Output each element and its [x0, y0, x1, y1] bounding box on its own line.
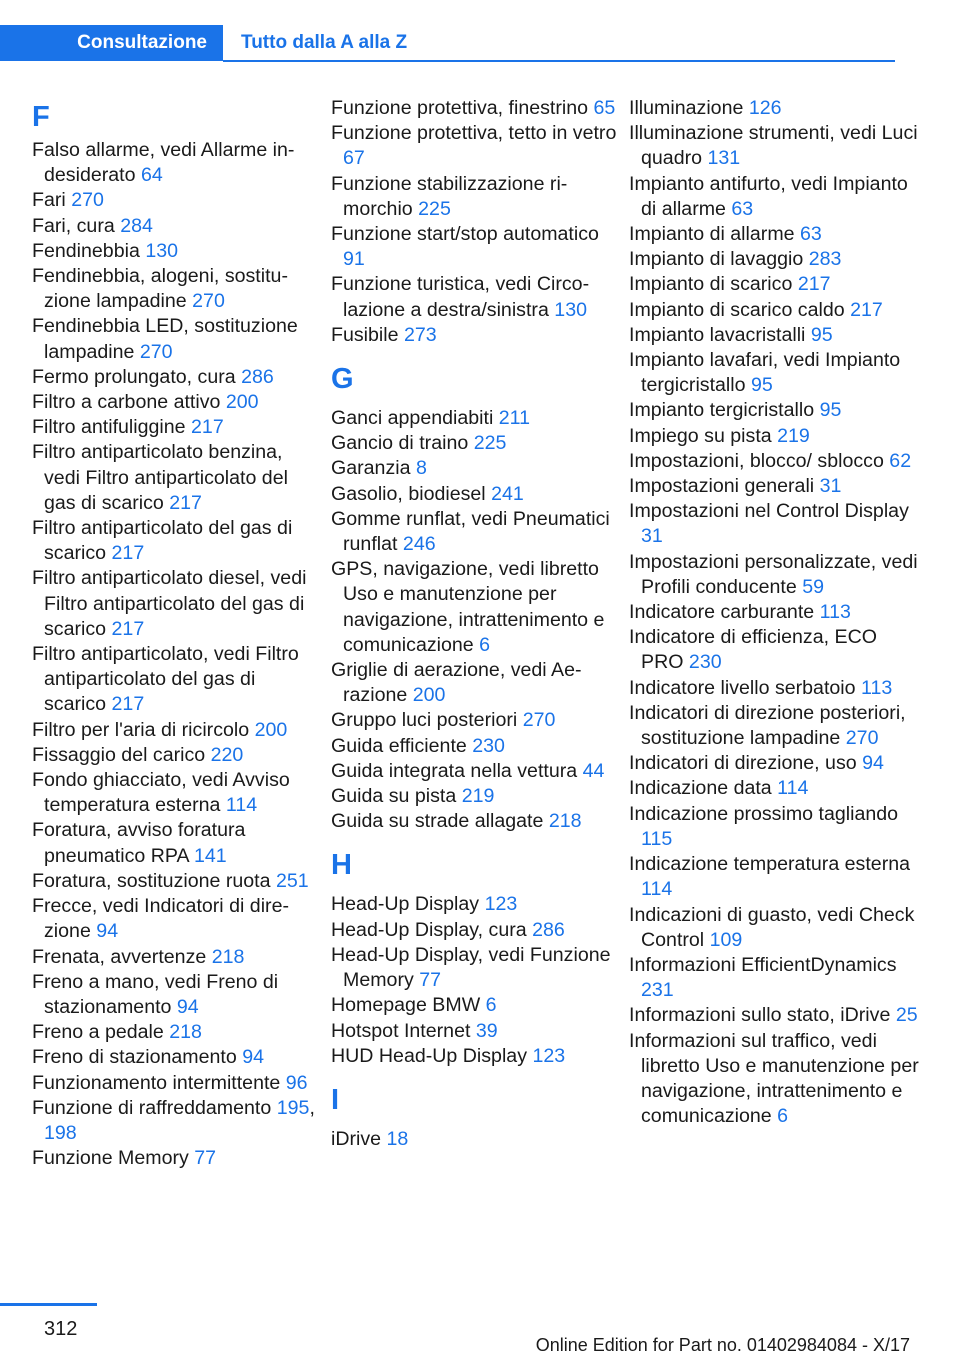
page-reference-link[interactable]: 6 [479, 633, 491, 656]
entry-text: Homepage BMW [331, 994, 481, 1017]
page-reference-link[interactable]: 95 [819, 399, 842, 422]
index-entry [331, 557, 621, 658]
entry-text: Impianto di allarme [629, 223, 795, 246]
page-reference-link[interactable]: 219 [461, 785, 495, 808]
page-reference-link[interactable]: 217 [111, 693, 145, 716]
index-entry [331, 272, 621, 322]
page-reference-link[interactable]: 286 [241, 365, 274, 388]
index-entry [629, 1029, 919, 1130]
page-reference-link[interactable]: 284 [120, 214, 153, 237]
index-entry [331, 708, 621, 733]
entry-text: Fari [32, 189, 66, 212]
entry-text: Fendinebbia, alogeni, sostituzione lampadine [32, 265, 288, 313]
entry-text: Foratura, avviso foratura pneumatico RPA [32, 819, 246, 867]
entry-text: Funzione Memory [32, 1147, 189, 1170]
index-entry [629, 852, 919, 902]
index-entry [331, 507, 621, 557]
page-reference-link[interactable]: 270 [845, 727, 879, 750]
page-reference-link[interactable]: 241 [491, 482, 524, 505]
entry-text: Filtro antiparticolato, vedi Filtro antiparticolato del gas di scarico [32, 643, 299, 716]
entry-text: Informazioni sullo stato, iDrive [629, 1004, 891, 1027]
index-entry [32, 1020, 322, 1045]
index-entry [629, 499, 919, 549]
index-entry [629, 323, 919, 348]
entry-text: Filtro per l'aria di ricircolo [32, 718, 250, 741]
page-reference-link[interactable]: 218 [169, 1021, 202, 1044]
page-reference-link[interactable]: 94 [96, 920, 119, 943]
entry-text: Funzione protettiva, finestrino [331, 97, 589, 119]
index-entry [629, 701, 919, 751]
index-entry [32, 314, 322, 364]
index-entry [32, 415, 322, 440]
index-entry [629, 776, 919, 801]
entry-text: Filtro antiparticolato benzina, vedi Filtro antiparticolato del gas di scarico [32, 441, 288, 514]
page-reference-link[interactable]: 217 [191, 416, 224, 439]
page-reference-link[interactable]: 114 [777, 777, 809, 800]
index-entry [331, 431, 621, 456]
page-reference-link[interactable]: 218 [211, 945, 245, 968]
section-letter: F [32, 101, 50, 133]
index-entry [331, 1044, 621, 1069]
entry-text: Indicazione prossimo tagliando [629, 802, 899, 825]
page-reference-link[interactable]: 270 [522, 709, 556, 732]
page-reference-link[interactable]: 286 [532, 918, 565, 941]
index-entry [629, 903, 919, 953]
section-letter: G [331, 363, 354, 396]
page-reference-link[interactable]: 230 [688, 651, 722, 674]
index-entry [32, 718, 322, 743]
page-reference-link[interactable]: 200 [412, 684, 446, 707]
index-entry [32, 945, 322, 970]
index-entry [629, 1003, 919, 1028]
entry-text: Guida su pista [331, 785, 457, 808]
index-entry [629, 751, 919, 776]
entry-text: Head-Up Display [331, 893, 480, 916]
entry-text: Guida su strade allagate [331, 810, 544, 833]
page-reference-link[interactable]: 141 [193, 844, 227, 867]
index-entry [629, 953, 919, 1003]
entry-text: Fusibile [331, 323, 399, 346]
page-reference-link[interactable]: 25 [895, 1004, 918, 1027]
page-reference-link[interactable]: 109 [709, 928, 743, 951]
entry-text: Garanzia [331, 457, 411, 480]
index-entry [331, 96, 621, 121]
page-number: 312 [44, 1318, 78, 1340]
entry-text: Guida integrata nella vettura [331, 759, 578, 782]
index-entry [32, 365, 322, 390]
page-reference-link[interactable]: 200 [254, 718, 288, 741]
page-reference-link[interactable]: 219 [777, 424, 810, 447]
entry-text: Impianto lavacristalli [629, 323, 806, 346]
entry-text: Impianto tergicristallo [629, 399, 815, 422]
entry-text: Ganci appendiabiti [331, 407, 494, 430]
page-reference-link[interactable]: 39 [475, 1019, 498, 1042]
index-entry [331, 759, 621, 784]
page-reference-link[interactable]: 130 [554, 298, 587, 321]
page-reference-link[interactable]: 198 [44, 1121, 77, 1144]
index-column-1 [32, 96, 322, 1171]
index-entry [32, 1045, 322, 1070]
page-reference-link[interactable]: 114 [641, 878, 673, 901]
section-letter: I [331, 1083, 340, 1116]
page-reference-link[interactable]: 63 [731, 197, 754, 220]
page-reference-link[interactable]: 230 [472, 734, 505, 757]
index-entry [629, 600, 919, 625]
page-reference-link[interactable]: 217 [797, 273, 831, 296]
index-entry [32, 1071, 322, 1096]
entry-text: Fermo prolungato, cura [32, 365, 236, 388]
entry-text: Freno a pedale [32, 1021, 164, 1044]
entry-text: Indicazione data [629, 777, 772, 800]
page-reference-link[interactable]: 114 [225, 794, 258, 817]
entry-text: Indicazione temperatura esterna [629, 853, 911, 876]
index-entry [629, 449, 919, 474]
entry-text: Griglie di aerazione, vedi Aerazione [331, 659, 582, 707]
page-reference-link[interactable]: 77 [194, 1147, 217, 1170]
index-entry: Funzione di raffreddamento 195, 198 [32, 1096, 315, 1144]
page-reference-link[interactable]: 270 [192, 290, 225, 313]
page-reference-link[interactable]: 31 [819, 475, 842, 498]
entry-text: Freno a mano, vedi Freno di stazionamento [32, 970, 279, 1018]
index-entry [331, 658, 621, 708]
page-reference-link[interactable]: 6 [485, 994, 497, 1017]
entry-text: Gomme runflat, vedi Pneumatici runflat [331, 507, 610, 556]
page-reference-link[interactable]: 94 [242, 1046, 265, 1069]
entry-text: Guida efficiente [331, 734, 467, 757]
page-reference-link[interactable]: 217 [111, 542, 145, 565]
entry-text: Impianto di scarico caldo [629, 298, 845, 321]
entry-text: Impianto antifurto, vedi Impianto di allarme [629, 172, 908, 220]
index-entry [629, 247, 919, 272]
page-reference-link[interactable]: 220 [210, 743, 244, 766]
index-entry [32, 970, 322, 1020]
index-entry [32, 768, 322, 818]
page-reference-link[interactable]: 225 [418, 197, 451, 220]
page-reference-link[interactable]: 123 [532, 1044, 566, 1067]
entry-text: Hotspot Internet [331, 1019, 471, 1042]
entry-text: Fissaggio del carico [32, 743, 206, 766]
index-entry [629, 424, 919, 449]
index-entry [331, 993, 621, 1018]
page-reference-link[interactable]: 94 [862, 752, 884, 775]
index-entry [629, 121, 919, 171]
page-reference-link[interactable]: 95 [810, 323, 833, 346]
entry-text: Illuminazione strumenti, vedi Luci quadro [629, 122, 918, 170]
page-reference-link[interactable]: 131 [707, 147, 741, 170]
entry-text: Head-Up Display, vedi Funzione Memory [331, 943, 611, 992]
page-reference-link[interactable]: 8 [415, 457, 427, 480]
page-reference-link[interactable]: 62 [889, 449, 912, 472]
index-entry [32, 642, 322, 718]
section-letter: H [331, 849, 352, 882]
index-column-2 [331, 96, 621, 1152]
entry-text: Frenata, avvertenze [32, 945, 207, 968]
index-entry [331, 943, 621, 993]
entry-text: GPS, navigazione, vedi libretto Uso e manutenzione per navigazione, intrattenimento e comunicazione [331, 558, 605, 656]
index-entry [629, 172, 919, 222]
page-reference-link[interactable]: 31 [641, 525, 663, 548]
index-entry [32, 566, 322, 642]
footer-divider [0, 1303, 97, 1306]
index-entry [32, 188, 322, 213]
entry-text: Gancio di traino [331, 432, 469, 455]
index-entry [331, 784, 621, 809]
section-tab: Consultazione [0, 25, 223, 61]
entry-text: Falso allarme, vedi Allarme indesiderato [32, 139, 295, 187]
index-entry [32, 264, 322, 314]
page-reference-link[interactable]: 113 [861, 676, 893, 699]
index-entry [331, 1127, 621, 1152]
edition-note: Online Edition for Part no. 01402984084 - X/17 [535, 1335, 910, 1355]
entry-text: Freno di stazionamento [32, 1046, 237, 1069]
index-entry [629, 398, 919, 423]
entry-text: Impianto lavafari, vedi Impianto tergicristallo [629, 349, 901, 397]
entry-text: Filtro antifuliggine [32, 416, 186, 439]
page-reference-link[interactable]: 218 [548, 810, 582, 833]
entry-text: Frecce, vedi Indicatori di direzione [32, 895, 290, 943]
page-reference-link[interactable]: 123 [484, 893, 518, 916]
entry-text: Gruppo luci posteriori [331, 709, 518, 732]
index-entry [32, 214, 322, 239]
entry-text: Informazioni sul traffico, vedi libretto Uso e manutenzione per navigazione, intrattenimento e comunicazione [629, 1029, 919, 1128]
page-reference-link[interactable]: 44 [582, 759, 605, 782]
page-reference-link[interactable]: 217 [850, 298, 883, 321]
entry-text: Foratura, sostituzione ruota [32, 869, 271, 892]
index-entry [629, 802, 919, 852]
index-entry [32, 516, 322, 566]
page-reference-link[interactable]: 217 [111, 617, 145, 640]
index-entry [629, 272, 919, 297]
index-column-3 [629, 96, 919, 1129]
page-reference-link[interactable]: 251 [275, 869, 309, 892]
index-entry [331, 918, 621, 943]
page-reference-link[interactable]: 246 [402, 533, 436, 556]
entry-text: Indicatore di efficienza, ECO PRO [629, 626, 877, 674]
entry-text: Gasolio, biodiesel [331, 482, 486, 505]
entry-text: Indicatori di direzione, uso [629, 752, 857, 775]
page-reference-link[interactable]: 211 [498, 407, 531, 430]
index-entry [331, 121, 621, 171]
index-entry [331, 172, 621, 222]
index-entry [331, 323, 621, 348]
index-entry [629, 676, 919, 701]
entry-text: Impianto di lavaggio [629, 248, 804, 271]
index-entry [331, 222, 621, 272]
page-reference-link[interactable]: 270 [71, 189, 104, 212]
entry-text: iDrive [331, 1127, 382, 1150]
page-header [0, 0, 960, 62]
page-reference-link[interactable]: 283 [808, 248, 842, 271]
index-entry [32, 390, 322, 415]
index-entry [32, 239, 322, 264]
page-reference-link[interactable]: 91 [343, 248, 365, 271]
entry-text: Impianto di scarico [629, 273, 793, 296]
page-reference-link[interactable]: 200 [225, 391, 259, 414]
entry-text: Fondo ghiacciato, vedi Avviso temperatura esterna [32, 769, 290, 817]
page-reference-link[interactable]: 6 [777, 1105, 789, 1128]
page-reference-link[interactable]: 77 [419, 969, 442, 992]
header-divider [223, 60, 895, 62]
index-entry [629, 96, 919, 121]
index-entry [32, 869, 322, 894]
index-entry [629, 348, 919, 398]
index-entry [331, 809, 621, 834]
entry-text: Funzione di raffreddamento [32, 1096, 272, 1119]
page-reference-link[interactable]: 130 [145, 239, 179, 262]
entry-text: Fendinebbia LED, sostituzione lampadine [32, 315, 298, 363]
entry-text: Funzione turistica, vedi Circolazione a destra/sinistra [331, 273, 590, 321]
page-reference-link[interactable]: 67 [343, 147, 365, 170]
page-reference-link[interactable]: 18 [386, 1127, 409, 1150]
page-reference-link[interactable]: 231 [641, 979, 674, 1002]
page-reference-link[interactable]: 115 [641, 827, 673, 850]
index-entry [629, 222, 919, 247]
index-entry [32, 743, 322, 768]
entry-text: Impostazioni nel Control Display [629, 500, 909, 523]
page-reference-link[interactable]: 94 [176, 995, 199, 1018]
index-entry [32, 440, 322, 516]
index-entry [331, 456, 621, 481]
entry-text: Fari, cura [32, 214, 115, 237]
index-entry [629, 298, 919, 323]
page-reference-link[interactable]: 270 [139, 340, 173, 363]
index-entry [32, 138, 322, 188]
page-reference-link[interactable]: 195 [276, 1096, 310, 1119]
page-reference-link[interactable]: 65 [593, 97, 616, 119]
entry-text: Funzionamento intermittente [32, 1071, 281, 1094]
entry-text: Indicatore carburante [629, 601, 815, 624]
entry-text: Head-Up Display, cura [331, 918, 527, 941]
entry-text: Impostazioni, blocco/ sblocco [629, 449, 884, 472]
entry-text: Filtro a carbone attivo [32, 391, 221, 414]
page-reference-link[interactable]: 63 [800, 223, 822, 246]
index-entry [331, 892, 621, 917]
page-reference-link[interactable]: 95 [751, 374, 773, 397]
index-entry [331, 482, 621, 507]
entry-text: Indicatori di direzione posteriori, sostituzione lampadine [629, 701, 906, 750]
index-entry [331, 734, 621, 759]
index-entry [629, 625, 919, 675]
entry-text: Impostazioni generali [629, 475, 815, 498]
entry-text: Indicazioni di guasto, vedi Check Control [629, 903, 915, 951]
entry-text: Filtro antiparticolato del gas di scarico [32, 517, 293, 565]
entry-text: Funzione protettiva, tetto in vetro [331, 122, 617, 145]
index-entry [331, 406, 621, 431]
entry-text: Indicatore livello serbatoio [629, 676, 856, 699]
entry-text: Funzione stabilizzazione rimorchio [331, 172, 568, 220]
entry-text: Impiego su pista [629, 424, 772, 447]
index-entry [32, 894, 322, 944]
entry-text: Impostazioni personalizzate, vedi Profili conducente [629, 550, 918, 598]
page-reference-link[interactable]: 96 [285, 1071, 308, 1094]
page-reference-link[interactable]: 59 [802, 575, 825, 598]
entry-text: Funzione start/stop automatico [331, 223, 599, 246]
page-reference-link[interactable]: 273 [403, 323, 437, 346]
index-entry [629, 474, 919, 499]
page-reference-link[interactable]: 217 [169, 491, 202, 514]
page-reference-link[interactable]: 113 [819, 601, 851, 624]
entry-text: Informazioni EfficientDynamics [629, 953, 897, 976]
index-entry [629, 550, 919, 600]
page-reference-link[interactable]: 225 [473, 432, 507, 455]
page-reference-link[interactable]: 126 [748, 97, 782, 119]
entry-text: Filtro antiparticolato diesel, vedi Filtro antiparticolato del gas di scarico [32, 567, 307, 640]
entry-text: HUD Head-Up Display [331, 1044, 527, 1067]
index-entry [32, 818, 322, 868]
entry-text: Illuminazione [629, 97, 744, 119]
index-entry [32, 1146, 322, 1171]
chapter-tab: Tutto dalla A alla Z [241, 32, 408, 53]
entry-text: Fendinebbia [32, 239, 140, 262]
index-entry [331, 1019, 621, 1044]
page-reference-link[interactable]: 64 [140, 164, 163, 187]
